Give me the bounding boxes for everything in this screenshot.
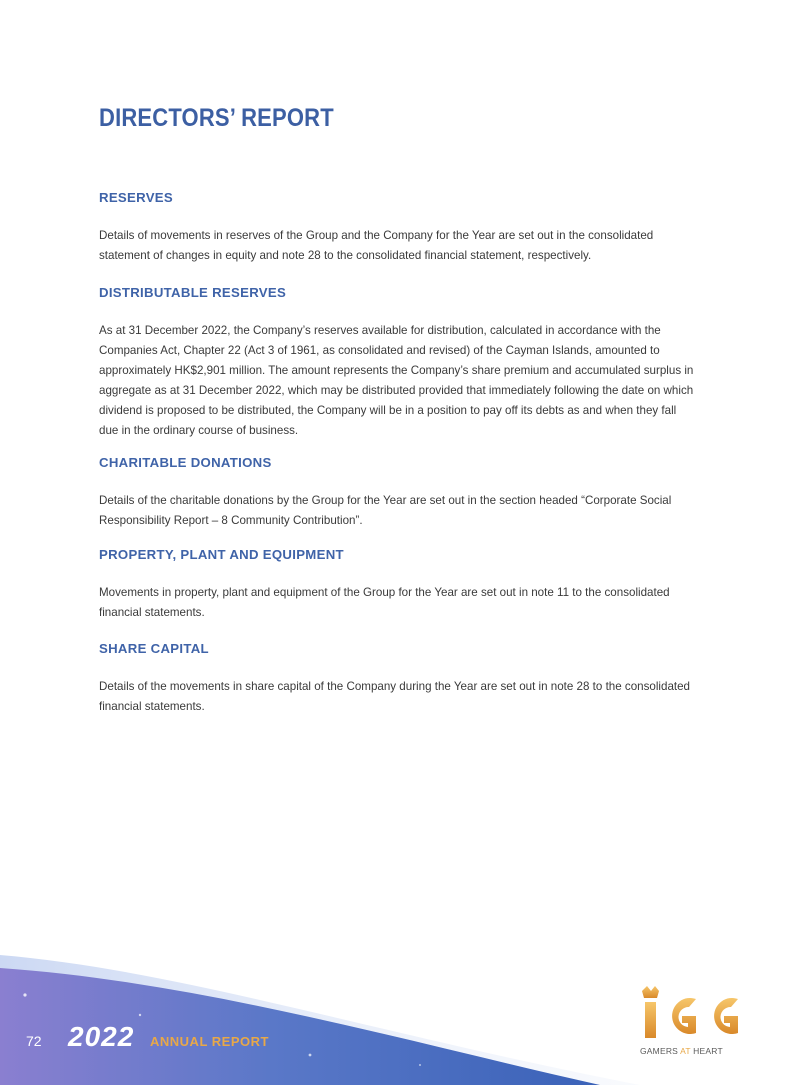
- igg-logo-icon: [638, 985, 742, 1045]
- section-charitable-donations: [99, 455, 671, 531]
- tagline-text: HEART: [690, 1046, 723, 1056]
- paragraph-line: Responsibility Report – 8 Community Contribution”.: [99, 514, 363, 527]
- paragraph-line: Movements in property, plant and equipment of the Group for the Year are set out in note 11 to the consolidated: [99, 586, 670, 599]
- section-property-plant-equipment: [99, 547, 670, 623]
- paragraph-line: aggregate as at 31 December 2022, which may be distributed provided that immediately following the date on which: [99, 384, 694, 397]
- page-number: 72: [26, 1033, 42, 1049]
- section-heading: SHARE CAPITAL: [99, 641, 209, 656]
- logo-tagline: [640, 1046, 723, 1056]
- tagline-text: GAMERS: [640, 1046, 681, 1056]
- section-paragraph: [99, 226, 653, 266]
- paragraph-line: Details of the movements in share capital of the Company during the Year are set out in note 28 to the consolidated: [99, 680, 691, 693]
- section-heading: PROPERTY, PLANT AND EQUIPMENT: [99, 547, 344, 562]
- section-reserves: [99, 190, 653, 266]
- paragraph-line: approximately HK$2,901 million. The amount represents the Company’s share premium and accumulated surplus in: [99, 364, 694, 377]
- tagline-accent: AT: [680, 1046, 691, 1056]
- section-paragraph: [99, 321, 693, 441]
- paragraph-line: financial statements.: [99, 606, 205, 619]
- section-heading: RESERVES: [99, 190, 173, 205]
- section-heading: CHARITABLE DONATIONS: [99, 455, 272, 470]
- paragraph-line: dividend is proposed to be distributed, the Company will be in a position to pay off its debts as and when they fall: [99, 404, 677, 417]
- section-heading: DISTRIBUTABLE RESERVES: [99, 285, 287, 300]
- paragraph-line: Details of the charitable donations by the Group for the Year are set out in the section headed “Corporate Social: [99, 494, 672, 507]
- paragraph-line: due in the ordinary course of business.: [99, 424, 299, 437]
- section-paragraph: [99, 491, 671, 531]
- paragraph-line: As at 31 December 2022, the Company’s reserves available for distribution, calculated in accordance with the: [99, 324, 661, 337]
- section-distributable-reserves: [99, 285, 693, 441]
- paragraph-line: statement of changes in equity and note 28 to the consolidated financial statement, respectively.: [99, 249, 592, 262]
- page-title: DIRECTORS’ REPORT: [99, 104, 334, 132]
- section-share-capital: [99, 641, 690, 717]
- section-paragraph: [99, 583, 670, 623]
- paragraph-line: Details of movements in reserves of the Group and the Company for the Year are set out in the consolidated: [99, 229, 654, 242]
- section-paragraph: [99, 677, 690, 717]
- paragraph-line: Companies Act, Chapter 22 (Act 3 of 1961, as consolidated and revised) of the Cayman Islands, amounted to: [99, 344, 660, 357]
- report-label: ANNUAL REPORT: [150, 1034, 269, 1049]
- report-year: 2022: [68, 1021, 135, 1052]
- paragraph-line: financial statements.: [99, 700, 205, 713]
